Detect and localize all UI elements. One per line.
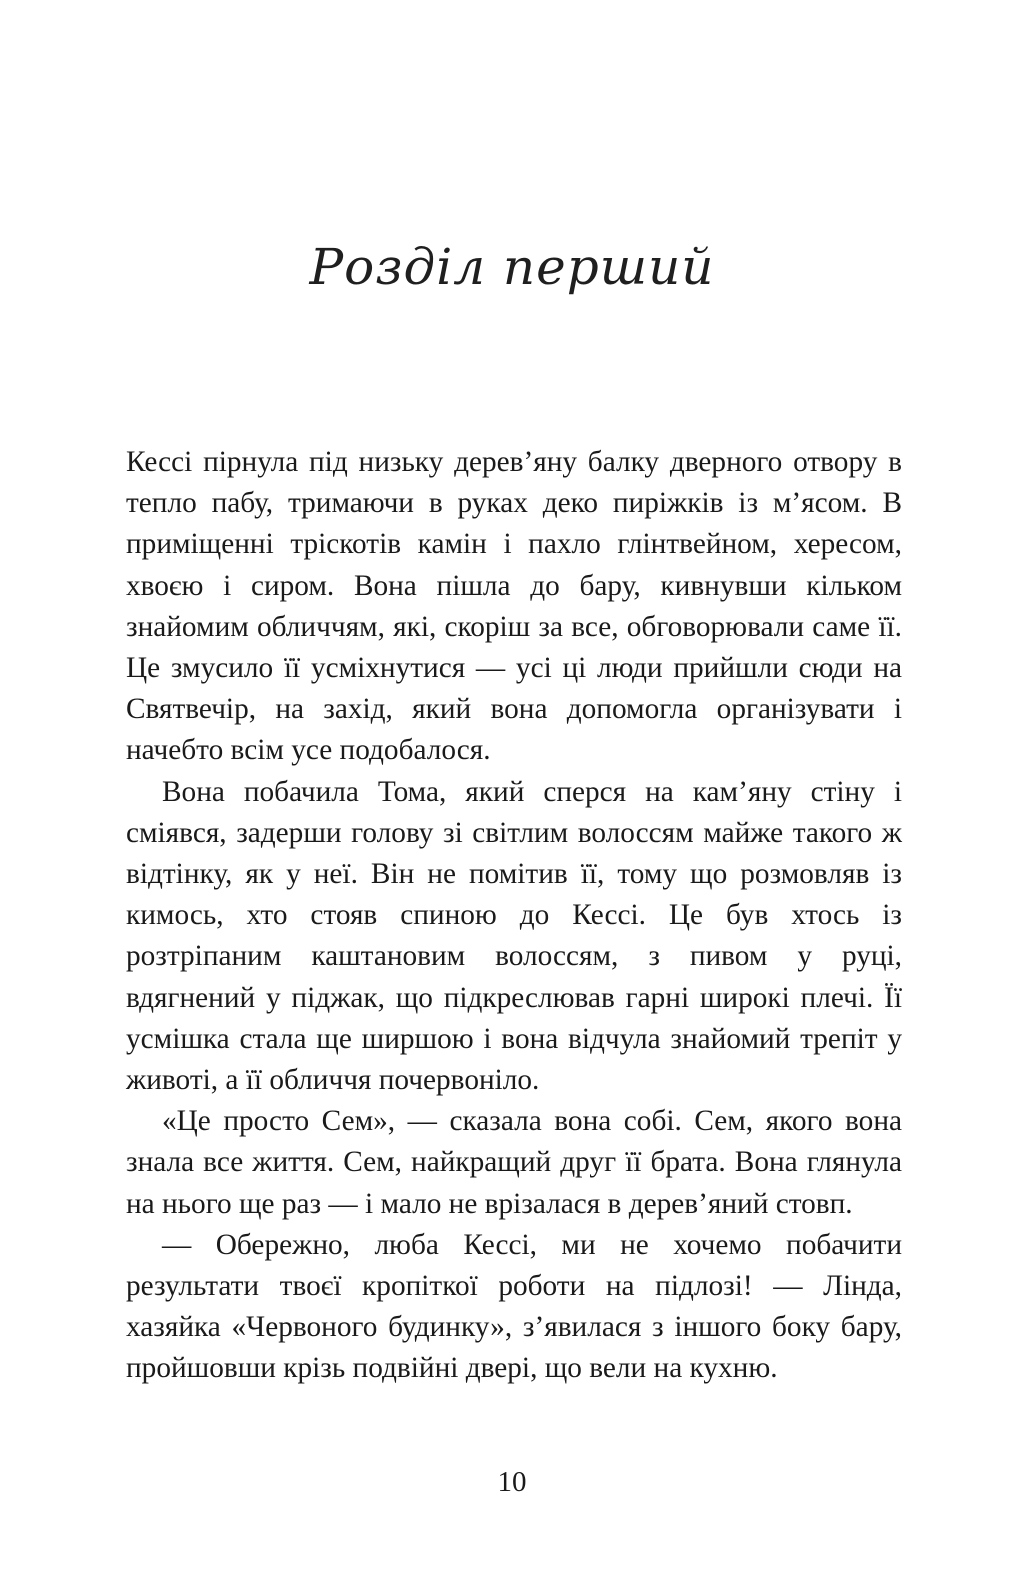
page-number: 10	[497, 1466, 527, 1498]
paragraph: — Обережно, люба Кессі, ми не хочемо побачити результати твоєї кропіткої роботи на підлозі! — Лінда, хазяйка «Червоного будинку», з’явилася з іншого боку бару, пройшовши крізь подвійні двері, що вели на кухню.	[126, 1228, 902, 1385]
chapter-title: Розділ перший	[309, 238, 715, 296]
paragraph: Кессі пірнула під низьку дерев’яну балку дверного отвору в тепло пабу, тримаючи в руках деко пиріжків із м’ясом. В приміщенні тріскотів камін і пахло глінтвейном, хересом, хвоєю і сиром. Вона пішла до бару, кивнувши кільком знайомим обличчям, які, скоріш за все, обговорювали саме її. Це змусило її усміхнутися — усі ці люди прийшли сюди на Святвечір, на захід, який вона допомогла організувати і начебто всім усе подобалося.	[126, 446, 902, 767]
paragraph: «Це просто Сем», — сказала вона собі. Сем, якого вона знала все життя. Сем, найкращий друг її брата. Вона глянула на нього ще раз — і мало не врізалася в дерев’яний стовп.	[126, 1105, 902, 1220]
paragraph: Вона побачила Тома, який сперся на кам’яну стіну і сміявся, задерши голову зі світлим волоссям майже такого ж відтінку, як у неї. Він не помітив її, тому що розмовляв із кимось, хто стояв спиною до Кессі. Це був хтось із розтріпаним каштановим волоссям, з пивом у руці, вдягнений у піджак, що підкреслював гарні широкі плечі. Її усмішка стала ще ширшою і вона відчула знайомий трепіт у животі, а її обличчя почервоніло.	[126, 775, 902, 1097]
body-text	[126, 442, 902, 1390]
